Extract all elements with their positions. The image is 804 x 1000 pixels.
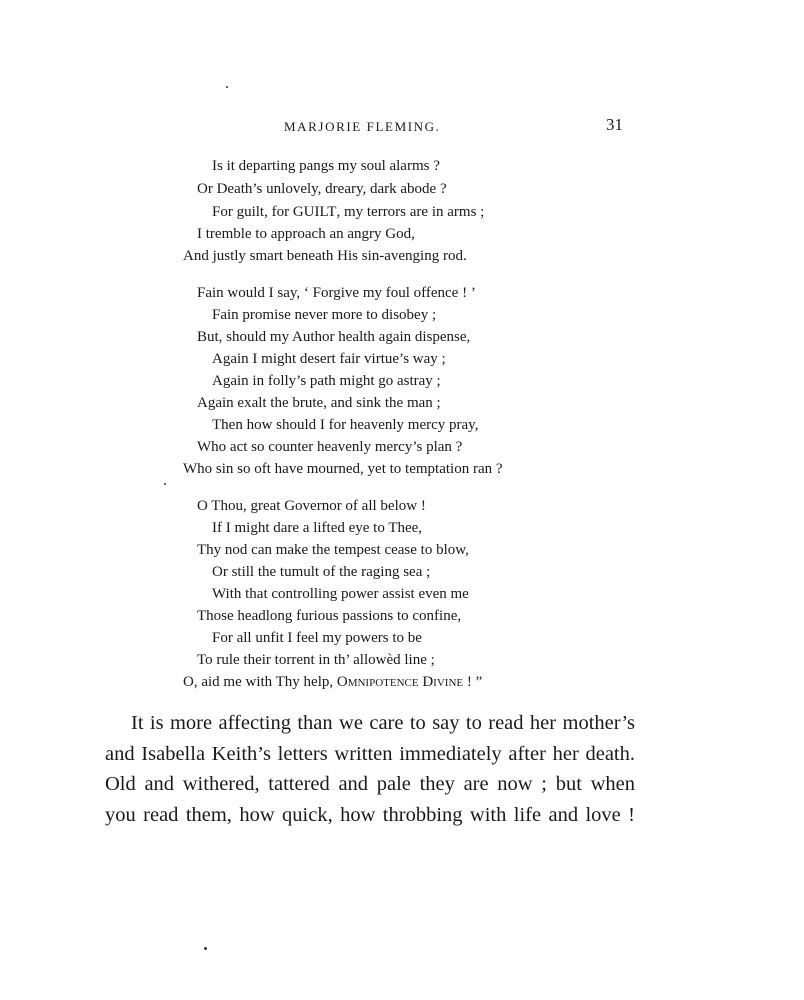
poem-line: Or Death’s unlovely, dreary, dark abode ? bbox=[197, 181, 447, 197]
poem-line: With that controlling power assist even me bbox=[212, 586, 469, 602]
prose-line: you read them, how quick, how throbbing with life and love ! bbox=[105, 803, 635, 826]
poem-line: To rule their torrent in th’ allowèd line ; bbox=[197, 652, 435, 668]
print-speck bbox=[204, 947, 207, 950]
poem-line: Fain promise never more to disobey ; bbox=[212, 307, 437, 323]
poem-line: Those headlong furious passions to confine, bbox=[197, 608, 462, 624]
poem-line: O, aid me with Thy help, Omnipotence Divine ! ” bbox=[183, 674, 483, 690]
poem-line: Again in folly’s path might go astray ; bbox=[212, 373, 441, 389]
page-number: 31 bbox=[606, 115, 623, 134]
poem-line: Then how should I for heavenly mercy pray, bbox=[212, 417, 479, 433]
prose-line: and Isabella Keith’s letters written immediately after her death. bbox=[105, 742, 635, 765]
poem-line: Thy nod can make the tempest cease to blow, bbox=[197, 542, 469, 558]
poem-line: For all unfit I feel my powers to be bbox=[212, 630, 422, 646]
running-title: MARJORIE FLEMING. bbox=[284, 119, 441, 134]
poem-line: If I might dare a lifted eye to Thee, bbox=[212, 520, 423, 536]
prose-line: It is more affecting than we care to say to read her mother’s bbox=[131, 712, 635, 734]
poem-line: Is it departing pangs my soul alarms ? bbox=[212, 158, 440, 174]
poem-line: But, should my Author health again dispense, bbox=[197, 329, 471, 345]
poem-line: O Thou, great Governor of all below ! bbox=[197, 498, 426, 514]
poem-line: Or still the tumult of the raging sea ; bbox=[212, 564, 431, 580]
poem-line: Who act so counter heavenly mercy’s plan ? bbox=[197, 439, 463, 455]
prose-paragraph bbox=[105, 708, 635, 830]
poem-line: Again I might desert fair virtue’s way ; bbox=[212, 351, 446, 367]
print-speck bbox=[164, 483, 166, 485]
print-speck bbox=[226, 86, 228, 88]
poem-line: Fain would I say, ‘ Forgive my foul offence ! ’ bbox=[197, 285, 476, 301]
prose-line: Old and withered, tattered and pale they are now ; but when bbox=[105, 773, 635, 795]
poem-line: And justly smart beneath His sin-avenging rod. bbox=[183, 248, 467, 264]
poem-line: For guilt, for GUILT, my terrors are in arms ; bbox=[212, 204, 485, 220]
poem-line: I tremble to approach an angry God, bbox=[197, 226, 415, 242]
poem-line: Again exalt the brute, and sink the man ; bbox=[197, 395, 441, 411]
poem-line: Who sin so oft have mourned, yet to temptation ran ? bbox=[183, 461, 503, 477]
